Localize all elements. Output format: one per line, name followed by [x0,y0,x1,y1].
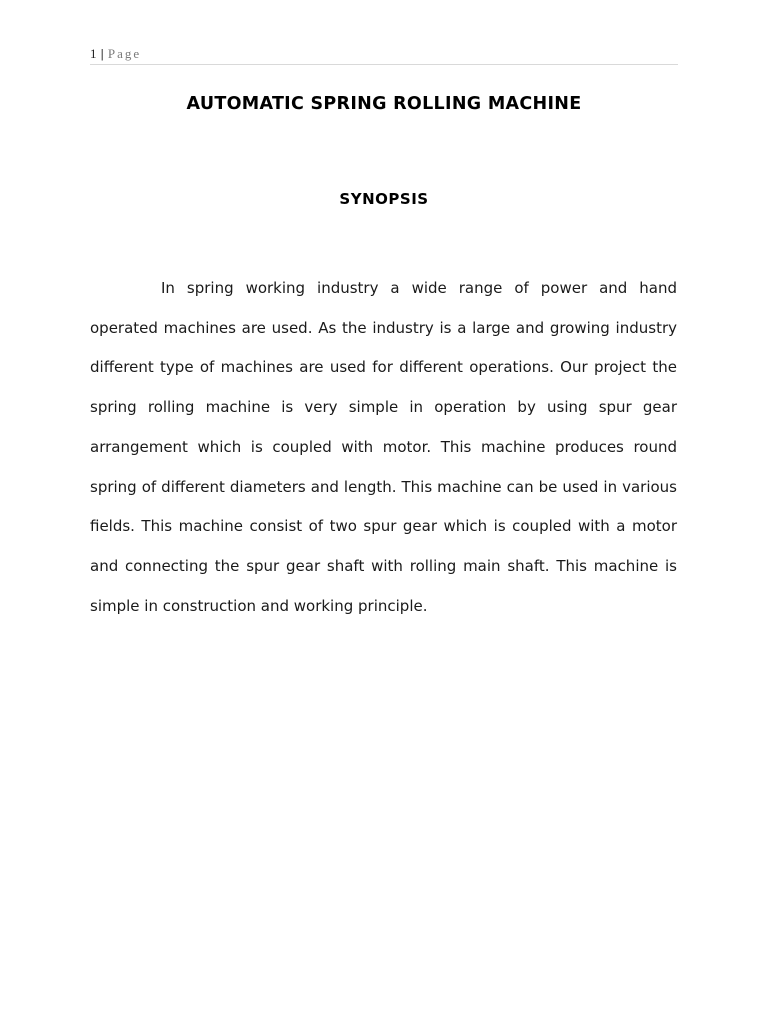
synopsis-paragraph: In spring working industry a wide range of power and hand operated machines are used. As the industry is a large and growing industry different type of machines are used for different operations. Our project the spring rolling machine is very simple in operation by using spur gear arrangement which is coupled with motor. This machine produces round spring of different diameters and length. This machine can be used in various fields. This machine consist of two spur gear which is coupled with a motor and connecting the spur gear shaft with rolling main shaft. This machine is simple in construction and working principle. [90,279,677,615]
page-word: Page [107,46,142,61]
page-number-separator: | [100,46,104,61]
document-title: AUTOMATIC SPRING ROLLING MACHINE [186,94,582,114]
page-header [90,44,678,65]
section-heading: SYNOPSIS [339,190,429,208]
page-number: 1 [90,46,97,61]
page-number-label [90,44,678,64]
